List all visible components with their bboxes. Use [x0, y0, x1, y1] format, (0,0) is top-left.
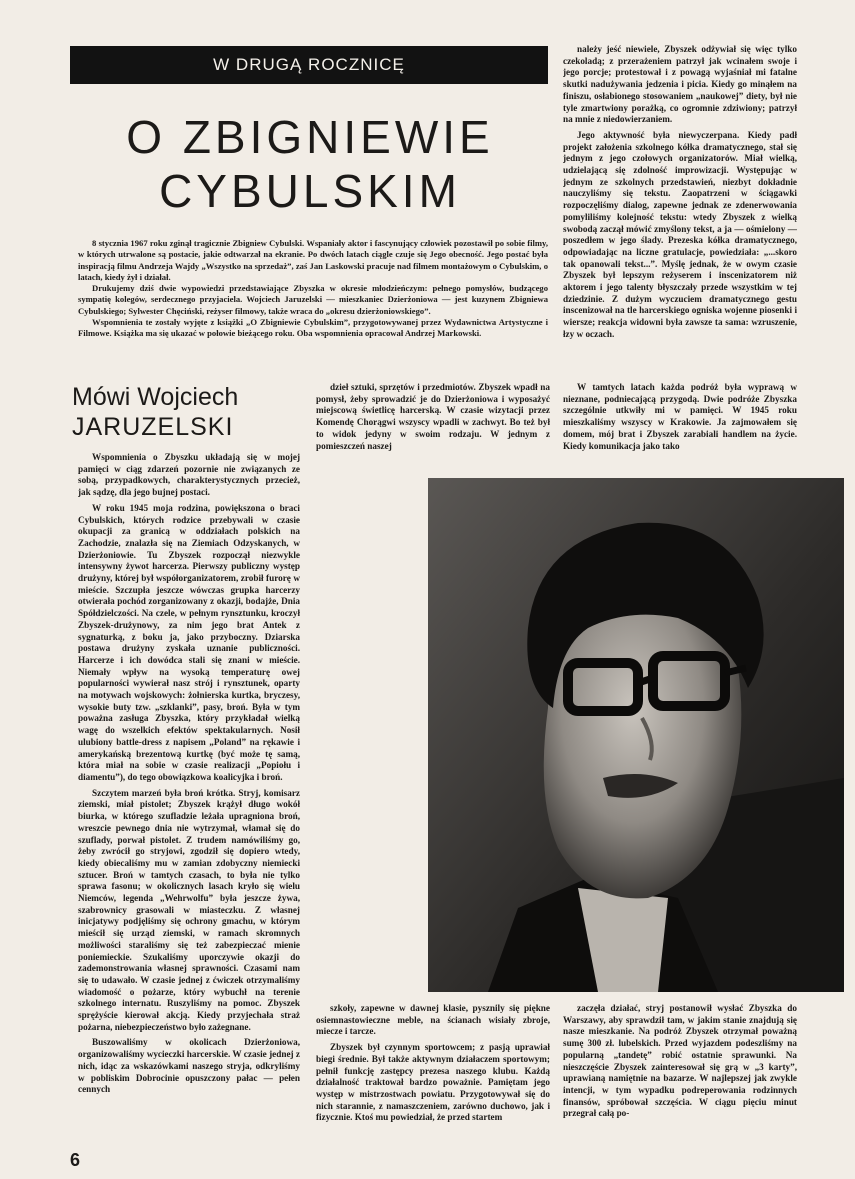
portrait-illustration: [428, 478, 844, 992]
text-column-bottom-right: [563, 1003, 797, 1153]
intro-paragraph: 8 stycznia 1967 roku zginął tragicznie Zbigniew Cybulski. Wspaniały aktor i fascynujący człowiek pozostawił po sobie filmy, w których utrwalone są postacie, jakie odtwarzał na ekranie. Po dwóch latach ciągle czuje się Jego obecność. Jego postać była inspiracją filmu Andrzeja Wajdy „Wszystko na sprzedaż”, zaś Jan Laskowski pracuje nad filmem montażowym o Cybulskim, o latach, kiedy żył i działał.: [78, 238, 548, 282]
subhead-line-2: JARUZELSKI: [72, 413, 234, 441]
title-line-2: CYBULSKIM: [159, 165, 461, 217]
intro-paragraph: Drukujemy dziś dwie wypowiedzi przedstawiające Zbyszka w okresie młodzieńczym: pełnego pomysłów, budzącego sympatię kolegów, serdecznego przyjaciela. Wojciech Jaruzelski — mieszkaniec Dzierżoniowa — jest kuzynem Zbigniewa Cybulskiego; Sylwester Chęciński, reżyser filmowy, także wraca do „okresu dzierżoniowskiego”.: [78, 283, 548, 316]
body-paragraph: dzieł sztuki, sprzętów i przedmiotów. Zbyszek wpadł na pomysł, żeby sprowadzić je do Dzierżoniowa i wyposażyć miejscową świetlicę harcerską. W czasie wizytacji przez Komendę Chorągwi wszyscy wpadli w zachwyt. Bo też był to widok jedyny w swoim rodzaju. W jednym z pomieszczeń naszej: [316, 382, 550, 451]
body-paragraph: W roku 1945 moja rodzina, powiększona o braci Cybulskich, których rodzice przebywali w czasie okupacji za granicą w oddziałach polskich na Zachodzie, znalazła się na Ziemiach Odzyskanych, w Dzierżoniowie. Tu Zbyszek rozpoczął niezwykle intensywny żywot harcerza. Pierwszy publiczny występ drużyny, której był współorganizatorem, zrobił furorę w mieście. Szczupła jeszcze wówczas grupka harcerzy otwierała pochód zorganizowany z okazji, bodajże, Dnia Spółdzielczości. Na czele, w pełnym rynsztunku, kroczył Zbyszek-drużynowy, za nim jego brat Antek z sygnaturką, z boku ja, jako przyboczny. Dziarska postawa drużyny zyskała uznanie publiczności. Harcerze i ich dowódca stali się znani w mieście. Niemały wpływ na wysoką temperaturę owej popularności wywierał nasz strój i rynsztunek, oparty na motywach wojskowych: żołnierska kurtka, bryczesy, wysokie buty tzw. „szklanki”, pasy, broń. Była w tym poważna zasługa Zbyszka, który przykładał wielką wagę do wszelkich efektów spektakularnych. Nosił ulubiony battle-dress z napisem „Poland” na rękawie i amerykańską brezentową kurtkę (być może tę samą, która miał na sobie w czasie realizacji „Popiołu i diamentu”), do tego obowiązkowa koalicyjka i broń.: [78, 502, 300, 782]
section-kicker: [70, 46, 548, 84]
body-paragraph: Jego aktywność była niewyczerpana. Kiedy padł projekt założenia szkolnego kółka dramatycznego, stał się jednym z jego czołowych organizatorów. Miał wielką, udzielającą się zdolność improwizacji. Występując w jednym ze szkolnych przedstawień, niezbyt dokładnie nauczyliśmy się tekstu. Zaopatrzeni w ściągawki rozpoczęliśmy dialog, zapewne jednak ze zdenerwowania pomyliliśmy kolejność tekstu: wtedy Zbyszek z wielką swobodą zaczął mówić zmyślony tekst, a ja — ośmielony — poszedłem w jego ślady. Prezeska kółka dramatycznego, odpowiadając na liczne gratulacje, powiedziała: „...skoro tak opanowali tekst...”. Myślę jednak, że w owym czasie Zbyszek był lepszym reżyserem i inscenizatorem niż aktorem i jego talenty błyszczały przede wszystkim w tej dziedzinie. Z dużym wyczuciem dramatycznego gestu inscenizował na tle harcerskiego ogniska wojenne piosenki i wiersze; reakcja widowni była zawsze ta sama: wzruszenie, łzy w oczach.: [563, 129, 797, 339]
body-paragraph: szkoły, zapewne w dawnej klasie, pysznily się piękne osiemnastowieczne meble, na ścianach wisiały zbroje, miecze i tarcze.: [316, 1003, 550, 1037]
body-paragraph: Wspomnienia o Zbyszku układają się w mojej pamięci w ciąg zdarzeń pozornie nie związanych ze sobą, przypadkowych, charakterystycznych przecież, jak sądzę, dla jego bujnej postaci.: [78, 452, 300, 498]
subhead-line-1: Mówi Wojciech: [72, 383, 239, 411]
text-column-left: [78, 452, 300, 1152]
title-line-1: O ZBIGNIEWIE: [126, 111, 494, 163]
article-title: [70, 110, 550, 218]
body-paragraph: W tamtych latach każda podróż była wyprawą w nieznane, podniecającą przygodą. Dwie podróże Zbyszka szczególnie utkwiły mi w pamięci. W 1945 roku mieszkaliśmy wszyscy w Krakowie. Ja zajmowałem się domem, mój brat i Zbyszek zarabiali handlem na życie. Kiedy komunikacja jako tako: [563, 382, 797, 451]
text-column-right-top: [563, 44, 797, 432]
page-number: 6: [70, 1150, 81, 1170]
body-paragraph: Szczytem marzeń była broń krótka. Stryj, komisarz ziemski, miał pistolet; Zbyszek krążył długo wokół biurka, w którego szufladzie leżała upragniona broń, wreszcie pewnego dnia nie wytrzymał, włamał się do szuflady, porwał pistolet. Z trudem namówiliśmy go, żeby zwrócił go stryjowi, zgodził się dopiero wtedy, kiedy obiecaliśmy mu w zamian zdobyczny niemiecki sztucer. Broń w tamtych czasach, to była nie tylko sprawa fasonu; w okolicznych lasach kryło się wielu Niemców, legenda „Wehrwolfu” była jeszcze żywa, szabrownicy grasowali w miasteczku. Z własnej inicjatywy podjęliśmy się ochrony gmachu, w którym mieścił się urząd ziemski, w ramach skromnych możliwości staraliśmy się też zabezpieczać mienie poniemieckie. Szukaliśmy uporczywie okazji do zademonstrowania własnej sprawności. Czasami nam się to udawało. W czasie jednej z ćwiczek otrzymaliśmy wiadomość o pożarze, który wybuchł na terenie szkolnego internatu. Ruszyliśmy na pomoc. Zbyszek sprężyście kierował akcją. Kiedy przyjechała straż pożarna, niebezpieczeństwo było zażegnane.: [78, 787, 300, 1032]
body-paragraph: Buszowaliśmy w okolicach Dzierżoniowa, organizowaliśmy wycieczki harcerskie. W czasie jednej z nich, idąc za wskazówkami naszego stryja, odkryliśmy w pobliskim Dobrocinie opuszczony pałac — pełen cennych: [78, 1037, 300, 1095]
intro-paragraph: Wspomnienia te zostały wyjęte z książki „O Zbigniewie Cybulskim”, przygotowywanej przez Wydawnictwa Artystyczne i Filmowe. Książka ma się ukazać w połowie bieżącego roku. Oba wspomnienia opracował Andrzej Markowski.: [78, 317, 548, 339]
body-paragraph: Zbyszek był czynnym sportowcem; z pasją uprawiał biegi średnie. Był także aktywnym działaczem sportowym; pełnił funkcję zastępcy prezesa naszego klubu. Każdą działalność traktował bardzo poważnie. Pamiętam jego występ w mistrzostwach powiatu. Przygotowywał się do nich starannie, z namaszczeniem, zarówno duchowo, jak i fizycznie. Ktoś mu powiedział, że przed startem: [316, 1042, 550, 1123]
article-intro: [78, 238, 548, 340]
body-paragraph: należy jeść niewiele, Zbyszek odżywiał się więc tylko czekoladą; z przerażeniem patrzył jak wcinałem swoje i jego porcje; protestował i z powagą wyjaśniał mi fatalne skutki nadużywania jedzenia i picia. Kiedy go minąłem na finiszu, osłabionego stosowaniem „naukowej” diety, był nie tyle zmartwiony porażką, co ogromnie zdziwiony; patrzył na mnie z niedowierzaniem.: [563, 44, 797, 125]
section-subhead: [72, 382, 292, 442]
text-column-bottom-middle: [316, 1003, 550, 1153]
portrait-photo: [428, 478, 844, 992]
text-column-right-middle: [563, 382, 797, 464]
body-paragraph: zaczęła działać, stryj postanowił wysłać Zbyszka do Warszawy, aby sprawdził tam, w jakim stanie znajdują się nasze mieszkanie. Na podróż Zbyszek otrzymał poważną sumę 300 zł. lubelskich. Przed wyjazdem podeszliśmy na popularną „tandetę” robić ostatnie sprawunki. Na nieszczęście Zbyszek zainteresował się grą w „3 karty”, uprawianą namiętnie na bazarze. W najlepszej jak zwykle intencji, w tym wypadku podreperowania rodzinnych finansów, spróbował szczęścia. W ciągu pięciu minut przegrał całą po-: [563, 1003, 797, 1119]
kicker-text: W DRUGĄ ROCZNICĘ: [213, 55, 405, 74]
text-column-middle: [316, 382, 550, 464]
